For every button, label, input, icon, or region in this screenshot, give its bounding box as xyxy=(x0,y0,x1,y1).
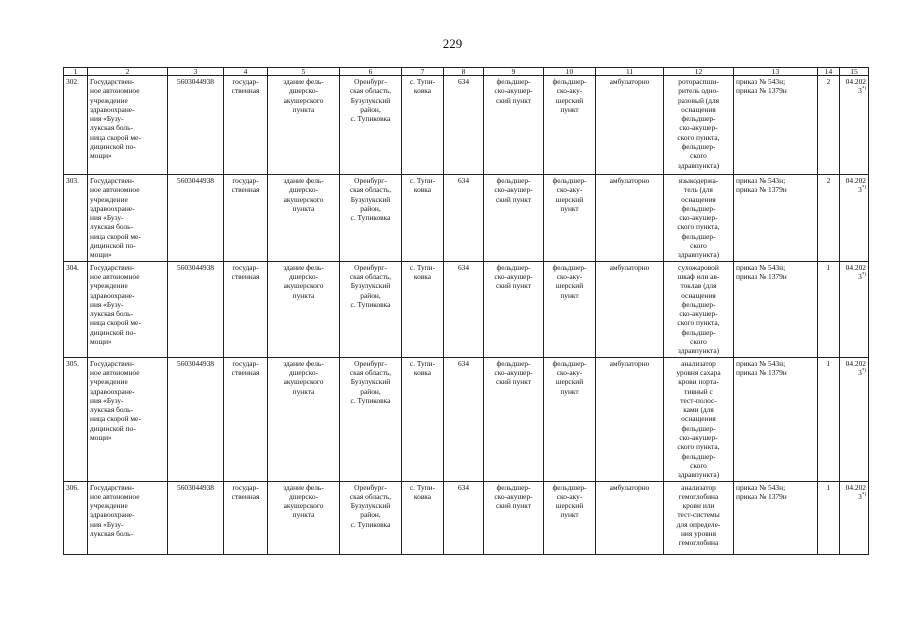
building-cell: здание фель- дшерско- акушерского пункта xyxy=(268,481,340,554)
unit-type-cell: фельдшер- ско-аку- шерский пункт xyxy=(544,261,596,357)
building-cell: здание фель- дшерско- акушерского пункта xyxy=(268,175,340,262)
address-cell: Оренбург- ская область, Бузулукский район, с. Тупиковка xyxy=(340,175,402,262)
unit-type-cell: фельдшер- ско-аку- шерский пункт xyxy=(544,175,596,262)
condition-cell: амбулаторно xyxy=(596,175,664,262)
quantity-cell: 1 xyxy=(818,261,840,357)
table-row xyxy=(64,175,869,262)
date-cell xyxy=(840,76,869,175)
orders-cell: приказ № 543н; приказ № 1379н xyxy=(734,76,818,175)
unit-type-cell: фельдшер- ско-аку- шерский пункт xyxy=(544,357,596,481)
condition-cell: амбулаторно xyxy=(596,357,664,481)
date-cell xyxy=(840,481,869,554)
row-number: 302. xyxy=(64,76,88,175)
orders-cell: приказ № 543н; приказ № 1379н xyxy=(734,481,818,554)
code-cell: 634 xyxy=(444,76,484,175)
date-cell xyxy=(840,357,869,481)
settlement-cell: с. Тупи- ковка xyxy=(402,357,444,481)
inn-cell: 5603044938 xyxy=(168,481,224,554)
unit-cell: фельдшер- ско-акушер- ский пункт xyxy=(484,261,544,357)
orders-cell: приказ № 543н; приказ № 1379н xyxy=(734,357,818,481)
ownership-cell: государ- ственная xyxy=(224,261,268,357)
date-cell xyxy=(840,261,869,357)
column-number: 11 xyxy=(596,68,664,76)
ownership-cell: государ- ственная xyxy=(224,76,268,175)
code-cell: 634 xyxy=(444,175,484,262)
column-number: 13 xyxy=(734,68,818,76)
settlement-cell: с. Тупи- ковка xyxy=(402,175,444,262)
date-footnote-mark: *) xyxy=(861,185,866,191)
inn-cell: 5603044938 xyxy=(168,261,224,357)
equipment-cell: анализатор гемоглобина крови или тест-системы для определе- ния уровня гемоглобина xyxy=(664,481,734,554)
unit-type-cell: фельдшер- ско-аку- шерский пункт xyxy=(544,76,596,175)
table-row xyxy=(64,481,869,554)
code-cell: 634 xyxy=(444,357,484,481)
building-cell: здание фель- дшерско- акушерского пункта xyxy=(268,357,340,481)
settlement-cell: с. Тупи- ковка xyxy=(402,261,444,357)
organization-cell: Государствен- ное автономное учреждение здравоохране- ния «Бузу- лукская боль- ница скорой ме- дицинской по- мощи» xyxy=(88,76,168,175)
inn-cell: 5603044938 xyxy=(168,76,224,175)
table-row xyxy=(64,76,869,175)
date-value: 04.2023 xyxy=(845,77,866,96)
row-number: 306. xyxy=(64,481,88,554)
inn-cell: 5603044938 xyxy=(168,357,224,481)
column-number: 9 xyxy=(484,68,544,76)
unit-cell: фельдшер- ско-акушер- ский пункт xyxy=(484,481,544,554)
organization-cell: Государствен- ное автономное учреждение здравоохране- ния «Бузу- лукская боль- ница скорой ме- дицинской по- мощи» xyxy=(88,261,168,357)
unit-cell: фельдшер- ско-акушер- ский пункт xyxy=(484,357,544,481)
row-number: 304. xyxy=(64,261,88,357)
code-cell: 634 xyxy=(444,481,484,554)
equipment-cell: анализатор уровня сахара крови порта- тивный с тест-полос- ками (для оснащения фельдшер- ско-акушер- ского пункта, фельдшер- ского здравпункта) xyxy=(664,357,734,481)
date-footnote-mark: *) xyxy=(861,272,866,278)
address-cell: Оренбург- ская область, Бузулукский район, с. Тупиковка xyxy=(340,76,402,175)
column-number: 2 xyxy=(88,68,168,76)
date-value: 04.2023 xyxy=(845,482,866,501)
table-row xyxy=(64,357,869,481)
settlement-cell: с. Тупи- ковка xyxy=(402,76,444,175)
date-value: 04.2023 xyxy=(845,358,866,377)
column-number-row xyxy=(64,68,869,76)
unit-cell: фельдшер- ско-акушер- ский пункт xyxy=(484,76,544,175)
equipment-cell: ротораспши- ритель одно- разовый (для оснащения фельдшер- ско-акушер- ского пункта, фельдшер- ского здравпункта) xyxy=(664,76,734,175)
column-number: 6 xyxy=(340,68,402,76)
quantity-cell: 1 xyxy=(818,481,840,554)
column-number: 7 xyxy=(402,68,444,76)
column-number: 3 xyxy=(168,68,224,76)
column-number: 4 xyxy=(224,68,268,76)
quantity-cell: 1 xyxy=(818,357,840,481)
column-number: 15 xyxy=(840,68,869,76)
condition-cell: амбулаторно xyxy=(596,261,664,357)
address-cell: Оренбург- ская область, Бузулукский район, с. Тупиковка xyxy=(340,261,402,357)
table-row xyxy=(64,261,869,357)
date-footnote-mark: *) xyxy=(861,368,866,374)
row-number: 303. xyxy=(64,175,88,262)
address-cell: Оренбург- ская область, Бузулукский район, с. Тупиковка xyxy=(340,481,402,554)
ownership-cell: государ- ственная xyxy=(224,481,268,554)
column-number: 8 xyxy=(444,68,484,76)
ownership-cell: государ- ственная xyxy=(224,357,268,481)
organization-cell: Государствен- ное автономное учреждение здравоохране- ния «Бузу- лукская боль- ница скорой ме- дицинской по- мощи» xyxy=(88,175,168,262)
column-number: 14 xyxy=(818,68,840,76)
inn-cell: 5603044938 xyxy=(168,175,224,262)
unit-type-cell: фельдшер- ско-аку- шерский пункт xyxy=(544,481,596,554)
date-footnote-mark: *) xyxy=(861,492,866,498)
row-number: 305. xyxy=(64,357,88,481)
quantity-cell: 2 xyxy=(818,76,840,175)
column-number: 5 xyxy=(268,68,340,76)
date-value: 04.2023 xyxy=(845,176,866,195)
condition-cell: амбулаторно xyxy=(596,76,664,175)
building-cell: здание фель- дшерско- акушерского пункта xyxy=(268,261,340,357)
quantity-cell: 2 xyxy=(818,175,840,262)
date-cell xyxy=(840,175,869,262)
condition-cell: амбулаторно xyxy=(596,481,664,554)
unit-cell: фельдшер- ско-акушер- ский пункт xyxy=(484,175,544,262)
orders-cell: приказ № 543н; приказ № 1379н xyxy=(734,175,818,262)
building-cell: здание фель- дшерско- акушерского пункта xyxy=(268,76,340,175)
organization-cell: Государствен- ное автономное учреждение здравоохране- ния «Бузу- лукская боль- ница скорой ме- дицинской по- мощи» xyxy=(88,357,168,481)
column-number: 1 xyxy=(64,68,88,76)
column-number: 12 xyxy=(664,68,734,76)
orders-cell: приказ № 543н; приказ № 1379н xyxy=(734,261,818,357)
settlement-cell: с. Тупи- ковка xyxy=(402,481,444,554)
code-cell: 634 xyxy=(444,261,484,357)
address-cell: Оренбург- ская область, Бузулукский район, с. Тупиковка xyxy=(340,357,402,481)
column-number: 10 xyxy=(544,68,596,76)
equipment-cell: языкодержа- тель (для оснащения фельдшер- ско-акушер- ского пункта, фельдшер- ского здравпункта) xyxy=(664,175,734,262)
organization-cell: Государствен- ное автономное учреждение здравоохране- ния «Бузу- лукская боль- xyxy=(88,481,168,554)
equipment-cell: сухожаровой шкаф или ав- токлав (для оснащения фельдшер- ско-акушер- ского пункта, фельдшер- ского здравпункта) xyxy=(664,261,734,357)
register-table xyxy=(63,67,869,555)
ownership-cell: государ- ственная xyxy=(224,175,268,262)
date-value: 04.2023 xyxy=(845,262,866,281)
date-footnote-mark: *) xyxy=(861,86,866,92)
page-number: 229 xyxy=(442,36,463,51)
